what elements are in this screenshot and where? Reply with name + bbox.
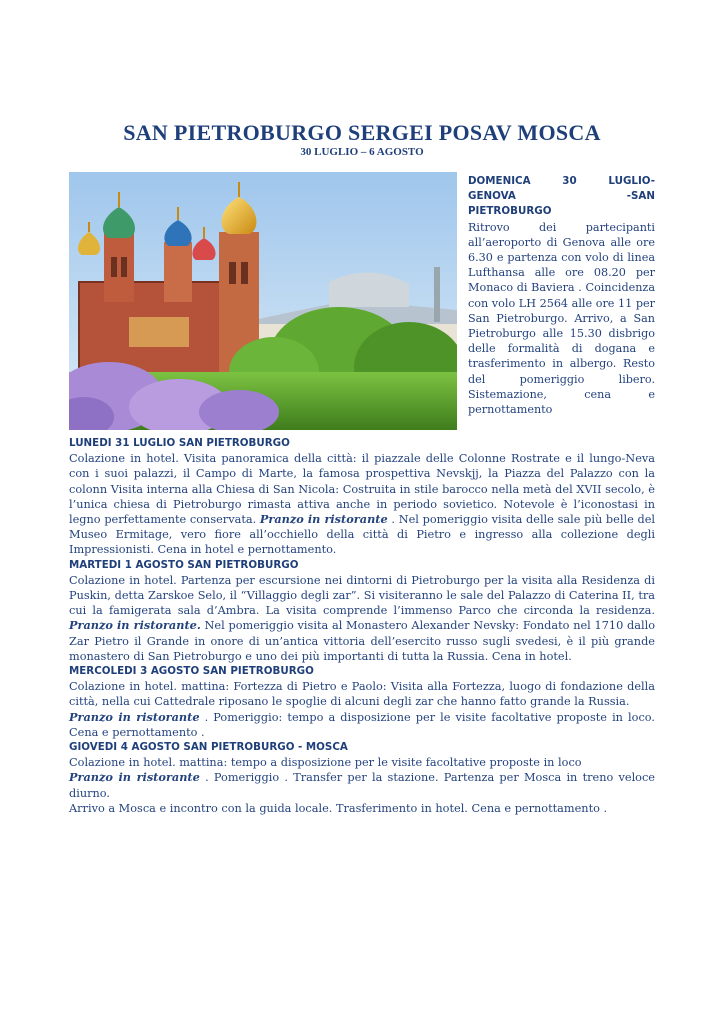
day3-text-a: Colazione in hotel. Partenza per escursione nei dintorni di Pietroburgo per la visita alla Residenza di Puskin, detta Zarskoe Selo, il “Villaggio degli zar”. Si visiteranno le sale del Palazzo di Caterina II, tra cui la famigerata sala d’Ambra. La visita comprende l’immenso Parco che circonda la residenza.: [69, 573, 655, 618]
trip-dates: 30 LUGLIO – 6 AGOSTO: [300, 146, 424, 158]
day4-heading: MERCOLEDI 3 AGOSTO SAN PIETROBURGO: [69, 665, 314, 678]
day2-text-a: Colazione in hotel. Visita panoramica della città: il piazzale delle Colonne Rostrate e il lungo-Neva con i suoi palazzi, il Campo di Marte, la famosa prospettiva Nevskjj, la Piazza del Palazzo con la colonn Visita interna alla Chiesa di San Nicola: Costruita in stile barocco nella metà del XVII secolo, è l’unica chiesa di Pietroburgo rimasta attiva anche in periodo sovietico. Notevole è l’iconostasi in legno perfettamente conservata.: [69, 452, 655, 527]
day2-text-b: . Nel pomeriggio visita delle sale più belle del Museo Ermitage, vero fiore all’occhiello della città di Pietro e ingresso alla collezione degli Impressionisti. Cena in hotel e pernottamento.: [69, 513, 656, 557]
day1-description: Ritrovo dei partecipanti all’aeroporto di Genova alle ore 6.30 e partenza con volo di linea Lufthansa alle ore 08.20 per Monaco di Baviera . Coincidenza con volo LH 2564 alle ore 11 per San Pietroburgo. Arrivo, a San Pietroburgo alle 15.30 disbrigo delle formalità di dogana e trasferimento in albergo. Resto del pomeriggio libero. Sistemazione, cena e pernottamento: [468, 220, 655, 417]
church-illustration: [69, 172, 457, 430]
day3-description: [69, 573, 655, 664]
day2-heading: LUNEDI 31 LUGLIO SAN PIETROBURGO: [69, 437, 290, 449]
itinerary-body: [69, 436, 655, 816]
church-photo: [69, 172, 457, 430]
day5-description: Colazione in hotel. mattina: tempo a disposizione per le visite facoltative proposte in loco: [69, 756, 582, 770]
day5-heading: GIOVEDI 4 AGOSTO SAN PIETROBURGO - MOSCA: [69, 741, 348, 754]
day5-afternoon: [69, 770, 655, 800]
day4-afternoon: [69, 710, 655, 740]
day5-lunch: Pranzo in ristorante: [69, 770, 200, 785]
day5-arrival: Arrivo a Mosca e incontro con la guida locale. Trasferimento in hotel. Cena e pernottamento .: [69, 801, 608, 815]
day5-text-b: . Pomeriggio . Transfer per la stazione. Partenza per Mosca in treno veloce diurno.: [69, 771, 655, 800]
day2-description: [69, 451, 655, 557]
day4-lunch: Pranzo in ristorante: [69, 709, 200, 724]
day1-heading-line1: DOMENICA 30 LUGLIO-: [468, 175, 655, 187]
day1-heading-line3: PIETROBURGO: [468, 205, 552, 218]
day3-heading: MARTEDI 1 AGOSTO SAN PIETROBURGO: [69, 558, 299, 571]
day1-section: [468, 174, 655, 417]
day4-description: Colazione in hotel. mattina: Fortezza di Pietro e Paolo: Visita alla Fortezza, luogo di fondazione della città, nella cui Cattedrale riposano le spoglie di alcuni degli zar che hanno fatto grande la Russia.: [69, 680, 655, 709]
day3-text-b: Nel pomeriggio visita al Monastero Alexander Nevsky: Fondato nel 1710 dallo Zar Pietro il Grande in onore di un’antica vittoria dell’esercito russo sugli svedesi, è il più grande monastero di San Pietroburgo e uno dei più importanti di tutta la Russia. Cena in hotel.: [69, 619, 656, 663]
day2-lunch: Pranzo in ristorante: [259, 512, 388, 527]
page-title: SAN PIETROBURGO SERGEI POSAV MOSCA: [123, 120, 601, 145]
day4-text-b: . Pomeriggio: tempo a disposizione per le visite facoltative proposte in loco. Cena e pernottamento .: [69, 710, 655, 739]
day3-lunch: Pranzo in ristorante.: [69, 618, 201, 633]
day1-heading-line2: GENOVA -SAN: [468, 190, 655, 203]
